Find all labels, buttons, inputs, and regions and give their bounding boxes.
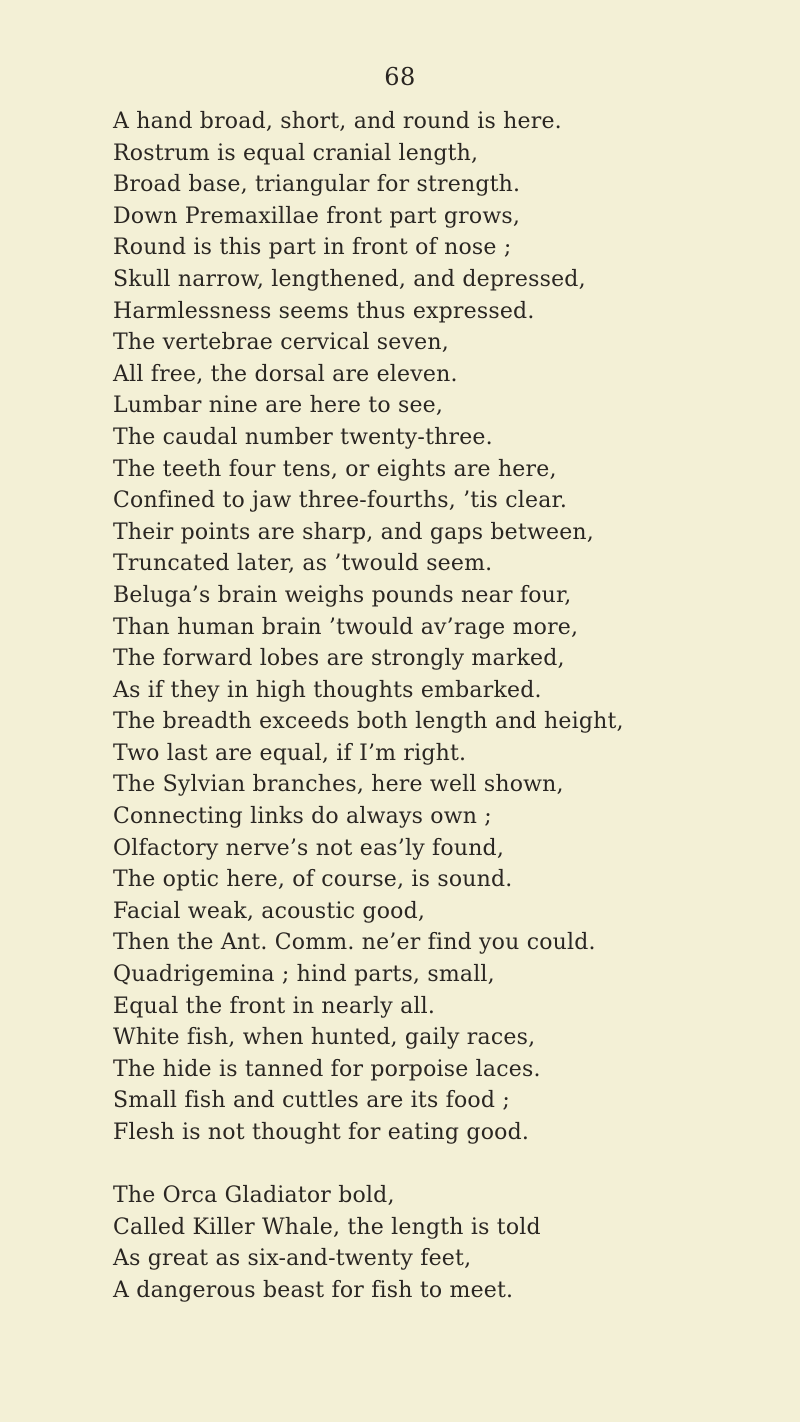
page-number: 68 xyxy=(384,63,416,91)
poem-line: Down Premaxillae front part grows, xyxy=(113,203,521,229)
poem-line: Their points are sharp, and gaps between, xyxy=(113,519,594,545)
poem-line: Then the Ant. Comm. ne’er find you could. xyxy=(113,930,596,956)
poem-line: Confined to jaw three-fourths, ’tis clear. xyxy=(113,488,568,514)
poem-line: Round is this part in front of nose ; xyxy=(113,235,512,261)
poem-line: A hand broad, short, and round is here. xyxy=(113,109,562,134)
poem-line: Quadrigemina ; hind parts, small, xyxy=(113,962,495,988)
poem-line: Than human brain ’twould av’rage more, xyxy=(113,614,579,640)
poem-line: The breadth exceeds both length and height, xyxy=(113,709,624,735)
poem-line: The forward lobes are strongly marked, xyxy=(113,646,565,672)
stanza xyxy=(113,106,793,1149)
poem-line: As if they in high thoughts embarked. xyxy=(113,677,542,703)
poem-line: Harmlessness seems thus expressed. xyxy=(113,298,535,324)
poem-line: The caudal number twenty-three. xyxy=(113,424,493,450)
poem-line: Flesh is not thought for eating good. xyxy=(113,1120,530,1145)
poem-line: The optic here, of course, is sound. xyxy=(113,867,513,893)
poem-line: The hide is tanned for porpoise laces. xyxy=(113,1056,541,1082)
poem-line: Olfactory nerve’s not eas’ly found, xyxy=(113,835,505,861)
poem-line: Small fish and cuttles are its food ; xyxy=(113,1088,510,1114)
poem-line: The vertebrae cervical seven, xyxy=(113,330,449,356)
poem-line: As great as six-and-twenty feet, xyxy=(113,1246,472,1272)
poem-line: Two last are equal, if I’m right. xyxy=(113,740,467,766)
poem-line: Called Killer Whale, the length is told xyxy=(113,1214,541,1240)
stanza-break xyxy=(113,1149,793,1181)
poem-line: The Sylvian branches, here well shown, xyxy=(113,772,564,798)
poem-line: Equal the front in nearly all. xyxy=(113,993,436,1019)
poem-line: Truncated later, as ’twould seem. xyxy=(113,551,493,577)
stanza xyxy=(113,1180,793,1306)
poem-line: A dangerous beast for fish to meet. xyxy=(113,1277,514,1303)
poem-line: Connecting links do always own ; xyxy=(113,804,492,830)
poem-line: Facial weak, acoustic good, xyxy=(113,898,426,924)
poem-line: Skull narrow, lengthened, and depressed, xyxy=(113,266,586,292)
poem-line: The teeth four tens, or eights are here, xyxy=(113,456,557,482)
poem-line: Lumbar nine are here to see, xyxy=(113,393,444,419)
poem-text xyxy=(113,106,793,1307)
poem-line: Broad base, triangular for strength. xyxy=(113,172,521,198)
poem-line: Rostrum is equal cranial length, xyxy=(113,140,479,166)
poem-line: The Orca Gladiator bold, xyxy=(113,1183,395,1209)
poem-line: Beluga’s brain weighs pounds near four, xyxy=(113,582,572,608)
poem-line: White fish, when hunted, gaily races, xyxy=(113,1025,536,1051)
poem-line: All free, the dorsal are eleven. xyxy=(113,361,458,387)
